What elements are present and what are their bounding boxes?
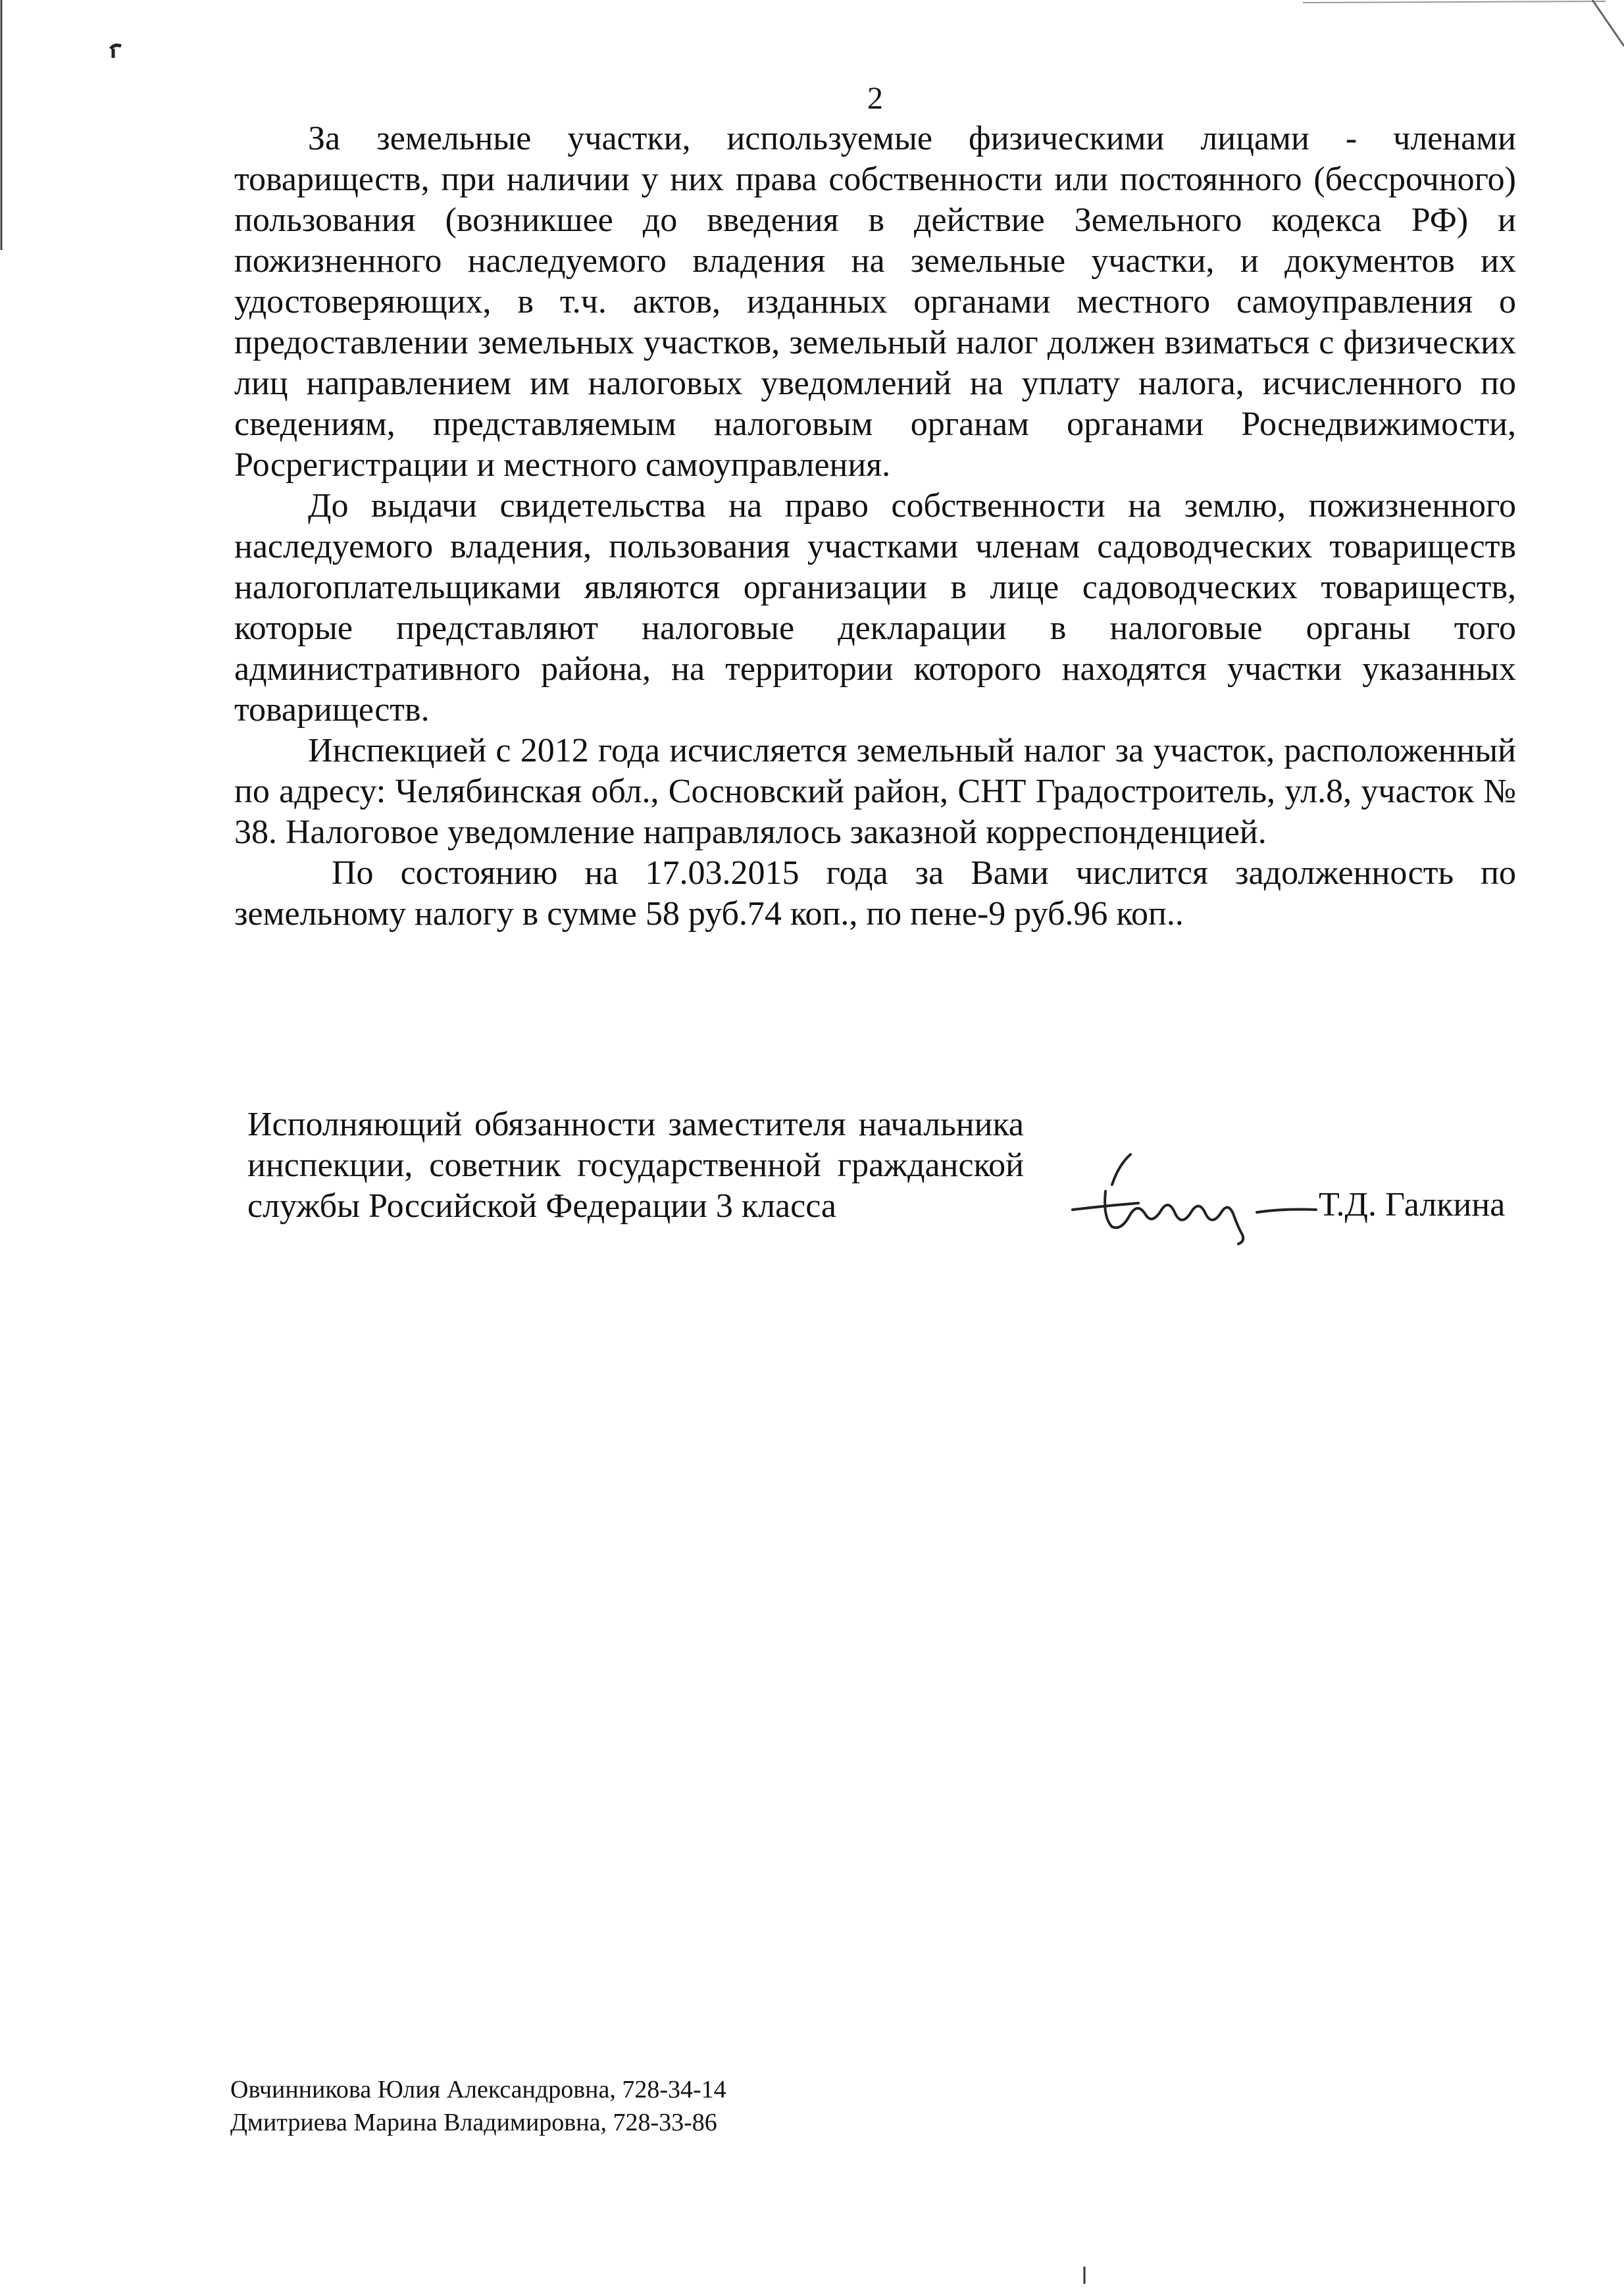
paragraph-inspection-calculation: Инспекцией с 2012 года исчисляется земельный налог за участок, расположенный по адресу: Челябинская обл., Сосновский район, СНТ Градостроитель, ул.8, участок № 38. Налоговое уведомление направлялось заказной корреспонденцией. xyxy=(234,732,1516,851)
contacts-block xyxy=(230,2073,726,2139)
scan-artifact-corner-mark xyxy=(105,39,132,66)
signer-name: Т.Д. Галкина xyxy=(1319,1186,1506,1224)
page-number: 2 xyxy=(867,81,883,116)
signer-position: Исполняющий обязанности заместителя начальника инспекции, советник государственной гражданской службы Российской Федерации 3 класса xyxy=(247,1106,1024,1225)
scan-artifact-top-right-fold xyxy=(1303,0,1624,53)
letter-body xyxy=(234,118,1516,935)
contact-line: Дмитриева Марина Владимировна, 728-33-86 xyxy=(230,2109,717,2136)
scan-artifact-bottom-dot xyxy=(1079,2264,1099,2290)
scan-artifact-left-edge xyxy=(0,0,7,263)
paragraph-land-tax-members: За земельные участки, используемые физическими лицами - членами товариществ, при наличии у них права собственности или постоянного (бессрочного) пользования (возникшее до введения в действие Земельного кодекса РФ) и пожизненного наследуемого владения на земельные участки, и документов их удостоверяющих, в т.ч. актов, изданных органами местного самоуправления о предоставлении земельных участков, земельный налог должен взиматься с физических лиц направлением им налоговых уведомлений на уплату налога, исчисленного по сведениям, представляемым налоговым органам органами Роснедвижимости, Росрегистрации и местного самоуправления. xyxy=(234,120,1516,484)
paragraph-debt-status: По состоянию на 17.03.2015 года за Вами числится задолженность по земельному налогу в сумме 58 руб.74 коп., по пене-9 руб.96 коп.. xyxy=(234,854,1516,933)
paragraph-taxpayers-before-certificate: До выдачи свидетельства на право собственности на землю, пожизненного наследуемого владения, пользования участками членам садоводческих товариществ налогоплательщиками являются организации в лице садоводческих товариществ, которые представляют налоговые декларации в налоговые органы того административного района, на территории которого находятся участки указанных товариществ. xyxy=(234,487,1516,729)
contact-line: Овчинникова Юлия Александровна, 728-34-14 xyxy=(230,2076,726,2103)
